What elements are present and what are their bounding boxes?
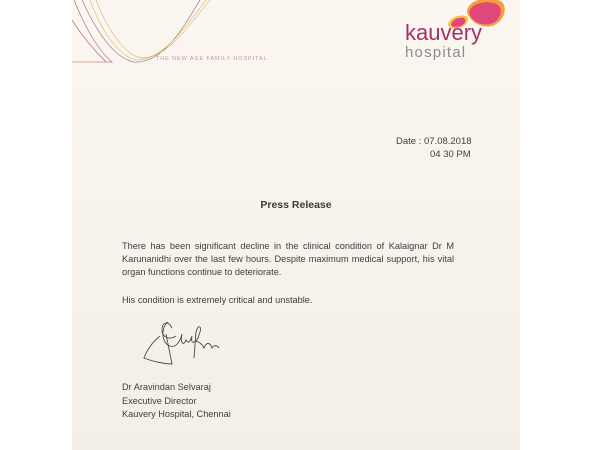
signatory-designation: Executive Director [122, 395, 197, 406]
signatory-block [122, 381, 231, 422]
handwritten-signature [140, 318, 220, 368]
signatory-name: Dr Aravindan Selvaraj [122, 382, 211, 392]
signatory-organization: Kauvery Hospital, Chennai [122, 409, 231, 419]
body-paragraph: His condition is extremely critical and unstable. [122, 295, 313, 305]
document-title: Press Release [260, 199, 332, 211]
body-paragraph: There has been significant decline in the clinical condition of Kalaignar Dr M Karunanidhi over the last few hours. Despite maximum medical support, his vital organ functions continue to deteriorate. [122, 241, 454, 277]
logo-sub-text: hospital [405, 44, 467, 61]
time-label: 04 30 PM [430, 149, 471, 160]
letter-page [72, 0, 520, 450]
date-label: Date : 07.08.2018 [396, 136, 472, 147]
hospital-logo [402, 0, 512, 70]
logo-brand-text: kauvery [405, 20, 483, 45]
date-time-block [396, 135, 472, 161]
letterhead-tagline: THE NEW AGE FAMILY HOSPITAL [156, 56, 268, 62]
